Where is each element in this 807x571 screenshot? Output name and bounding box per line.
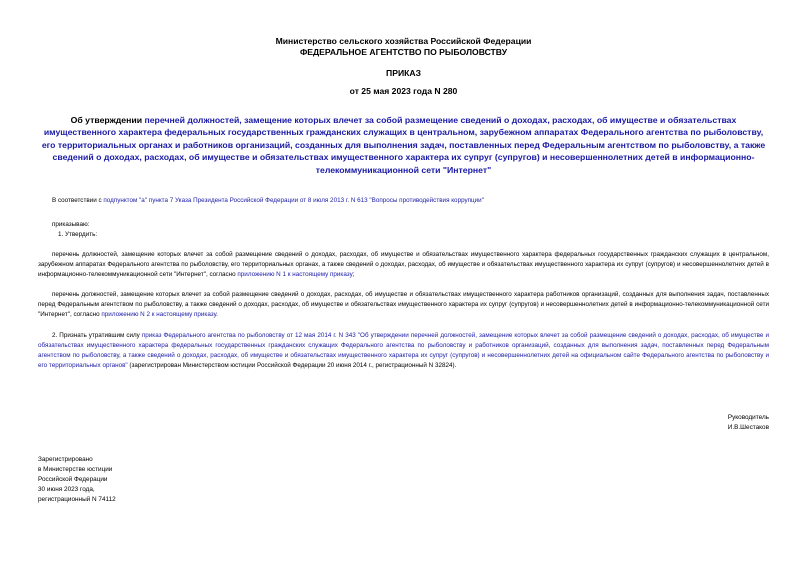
registration-line: в Министерстве юстиции bbox=[38, 466, 113, 473]
title-link[interactable]: перечней должностей, замещение которых влечет за собой размещение сведений о доходах, расходах, об имуществе и обязательствах имущественного характера федеральных государственных гражданских служащих в центральном, зарубежном аппаратах Федерального агентства по рыболовству, его территориальных органах и работников организаций, созданных для выполнения задач, поставленных перед Федеральным агентством по рыболовству, а также сведений о доходах, расходах, об имуществе и обязательствах имущественного характера их супруг (супругов) и несовершеннолетних детей в информационно-телекоммуникационной сети "Интернет" bbox=[41, 115, 766, 175]
registration-line: 30 июня 2023 года, bbox=[38, 486, 95, 493]
registration-line: Российской Федерации bbox=[38, 476, 108, 483]
list-item-1-end: ; bbox=[352, 271, 355, 278]
document-type: ПРИКАЗ bbox=[386, 68, 421, 78]
list-item-1-text: перечень должностей, замещение которых влечет за собой размещение сведений о доходах, расходах, об имуществе и обязательствах имущественного характера федеральных государственных гражданских служащих в центральном, зарубежном аппаратах Федерального агентства по рыболовству, его территориальных органах, а также сведений о доходах, расходах, об имуществе и обязательствах имущественного характера их супруг (супругов) и несовершеннолетних детей в информационно-телекоммуникационной сети "Интернет", согласно bbox=[38, 251, 769, 278]
document-title bbox=[38, 114, 769, 176]
basis-prefix: В соответствии с bbox=[52, 197, 104, 204]
item-2-paragraph bbox=[38, 331, 769, 371]
agency-name: ФЕДЕРАЛЬНОЕ АГЕНТСТВО ПО РЫБОЛОВСТВУ bbox=[299, 47, 508, 57]
item-1-heading: 1. Утвердить: bbox=[58, 231, 98, 238]
title-prefix: Об утверждении bbox=[70, 115, 145, 125]
appendix-1-link[interactable]: приложению N 1 к настоящему приказу bbox=[237, 271, 353, 278]
list-item-1 bbox=[38, 250, 769, 280]
list-item-2-text: перечень должностей, замещение которых влечет за собой размещение сведений о доходах, расходах, об имуществе и обязательствах имущественного характера работников организаций, созданных для выполнения задач, поставленных перед Федеральным агентством по рыболовству, а также сведений о доходах, расходах, об имуществе и обязательствах имущественного характера их супруг (супругов) и несовершеннолетних детей в информационно-телекоммуникационной сети "Интернет", согласно bbox=[38, 291, 769, 318]
appendix-2-link[interactable]: приложению N 2 к настоящему приказу bbox=[101, 311, 217, 318]
basis-paragraph bbox=[52, 196, 768, 206]
list-item-2 bbox=[38, 290, 769, 320]
order-word: приказываю: bbox=[52, 221, 90, 228]
item-2-prefix: 2. Признать утратившим силу bbox=[52, 332, 142, 339]
repealed-order-link[interactable]: приказ Федерального агентства по рыболовству от 12 мая 2014 г. N 343 "Об утверждении перечней должностей, замещение которых влечет за собой размещение сведений о доходах, расходах, об имуществе и обязательствах имущественного характера федеральных государственных гражданских служащих Федерального агентства по рыболовству и работников организаций, созданных для выполнения задач, поставленных перед Федеральным агентством по рыболовству, а также сведений о доходах, расходах, об имуществе и обязательствах имущественного характера их супруг (супругов) и несовершеннолетних детей на официальном сайте Федерального агентства по рыболовству и его территориальных органов" bbox=[38, 332, 769, 369]
registration-block bbox=[38, 455, 288, 505]
signatory-name: И.В.Шестаков bbox=[727, 424, 769, 431]
list-item-2-end: . bbox=[216, 311, 218, 318]
ministry-name: Министерство сельского хозяйства Российской Федерации bbox=[275, 36, 532, 46]
item-2-suffix: (зарегистрирован Министерством юстиции Российской Федерации 20 июня 2014 г., регистрационный N 32824). bbox=[127, 362, 457, 369]
signature-block bbox=[569, 413, 769, 433]
registration-line: Зарегистрировано bbox=[38, 456, 93, 463]
registration-line: регистрационный N 74112 bbox=[38, 496, 116, 503]
document-date-number: от 25 мая 2023 года N 280 bbox=[349, 86, 458, 96]
signatory-role: Руководитель bbox=[727, 414, 769, 421]
basis-link[interactable]: подпунктом "а" пункта 7 Указа Президента Российской Федерации от 8 июля 2013 г. N 613 "Вопросы противодействия коррупции" bbox=[103, 197, 484, 204]
